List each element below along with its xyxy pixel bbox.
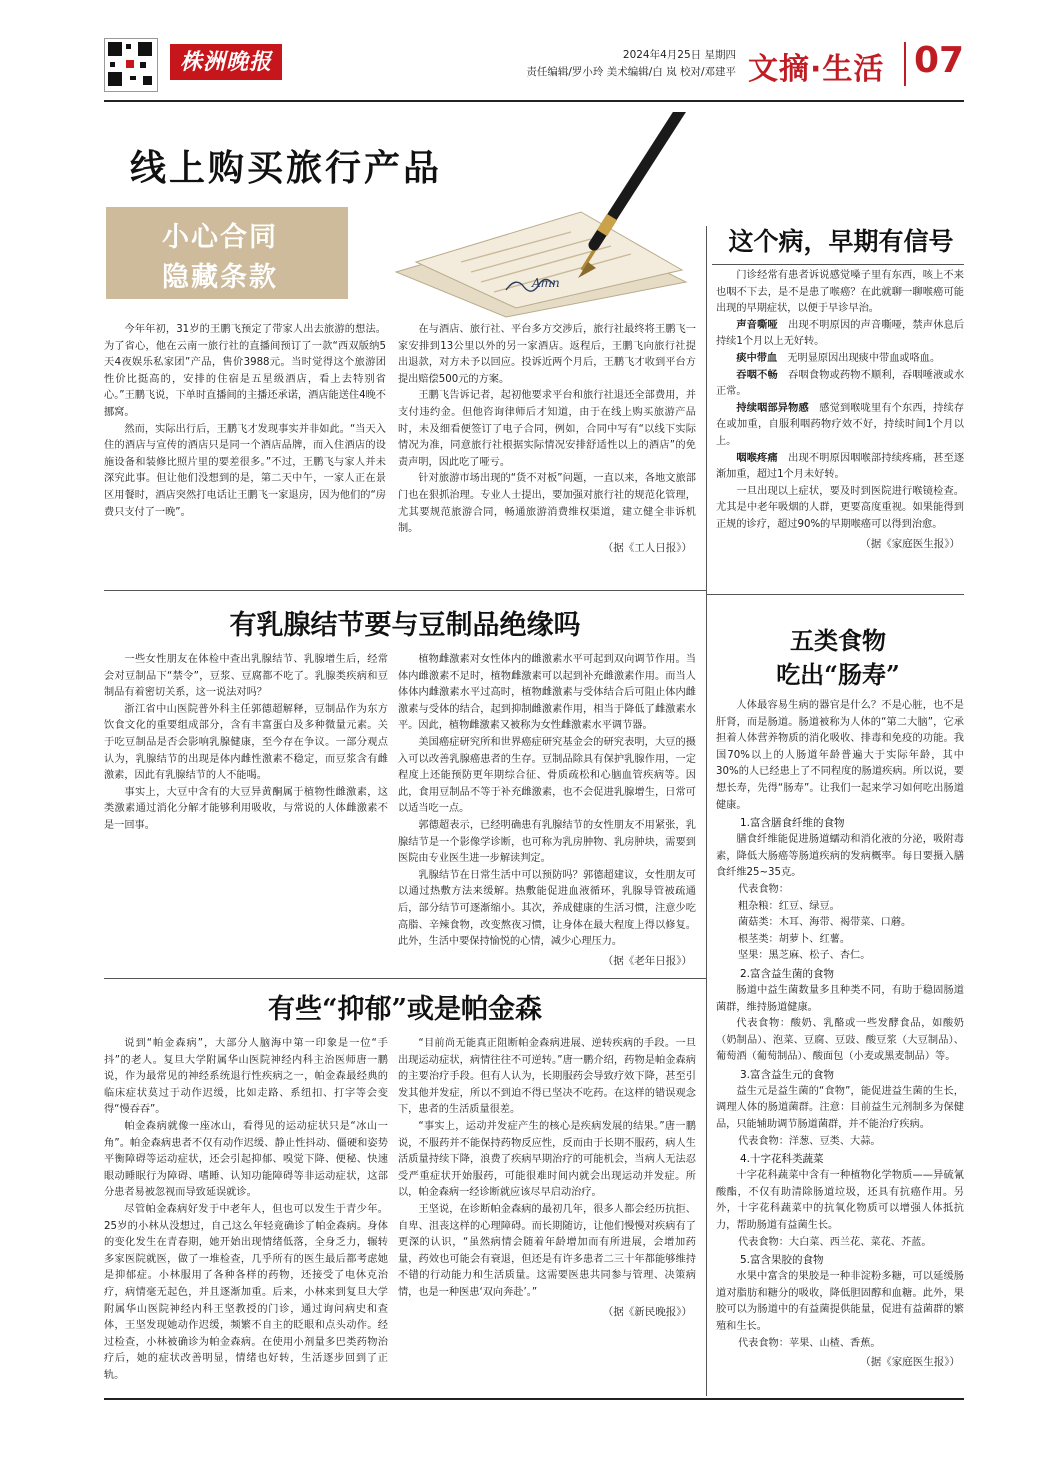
symptom-item	[716, 351, 964, 368]
food-rep-item: 粗杂粮：红豆、绿豆。	[738, 900, 840, 912]
breast-paragraph: 植物雌激素对女性体内的雌激素水平可起到双向调节作用。当体内雌激素不足时，植物雌激素可以起到补充雌激素作用。而当人体体内雌激素水平过高时，植物雌激素与受体结合后可阻止体内雌激素与受体的结合，起到抑制雌激素作用，相当于降低了雌激素水平。因此，植物雌激素又被称为女性雌激素水平调节器。	[398, 654, 696, 732]
breast-paragraph: 美国癌症研究所和世界癌症研究基金会的研究表明，大豆的摄入可以改善乳腺癌患者的生存。豆制品除具有保护乳腺作用，一定程度上还能预防更年期综合征、骨质疏松和心脑血管疾病等。因此，食用豆制品不等于补充雌激素，也不会促进乳腺增生，日常可以适当吃一点。	[398, 736, 696, 815]
depression-paragraph: 帕金森病就像一座冰山，看得见的运动症状只是“冰山一角”。帕金森病患者不仅有动作迟缓、静止性抖动、僵硬和姿势平衡障碍等运动症状，还会引起抑郁、嗅觉下降、便秘、快速眼动睡眠行为障碍、嗜睡、认知功能障碍等非运动症状，这部分患者易被忽视而导致延误就诊。	[104, 1120, 388, 1199]
food-rep-item: 坚果：黑芝麻、松子、杏仁。	[738, 950, 871, 962]
travel-source: （据《工人日报》）	[602, 541, 692, 554]
travel-title: 线上购买旅行产品	[130, 148, 443, 189]
qr-code	[104, 38, 158, 92]
symptom-text: 出现不明原因的声音嘶哑，禁声休息后持续1个月以上无好转。	[716, 319, 965, 348]
foods-title-line1: 五类食物	[790, 626, 886, 655]
editor-credits: 责任编辑/罗小玲 美术编辑/白 岚 校对/邓建平	[526, 66, 736, 78]
symptom-text: 吞咽食物或药物不顺利，吞咽唾液或水正常。	[716, 369, 965, 398]
food-rep-label: 代表食物：	[738, 883, 789, 895]
food-rep-item: 根茎类：胡萝卜、红薯。	[738, 933, 851, 945]
depression-source: （据《新民晚报》）	[602, 1305, 692, 1318]
travel-paragraph: 然而，实际出行后，王鹏飞才发现事实并非如此。“当天入住的酒店与宣传的酒店只是同一个酒店品牌，而入住酒店的设施设备和装修比照片里的要差很多。”不过，王鹏飞与家人并未深究此事。但让他们没想到的是，第二天中午，一家人正在景区用餐时，酒店突然打电话让王鹏飞一家退房，因为他们的“房费只支付了一晚”。	[104, 423, 386, 518]
symptoms-title: 这个病，早期有信号	[728, 227, 954, 256]
food-rep-label: 代表食物：洋葱、豆类、大蒜。	[738, 1135, 881, 1147]
section-title: 文摘·生活	[748, 52, 885, 87]
food-rep-label: 代表食物：酸奶、乳酪或一些发酵食品，如酸奶（奶制品）、泡菜、豆腐、豆豉、酸豆浆（大豆制品）、葡萄酒（葡萄制品）、酸面包（小麦或黑麦制品）等。	[716, 1018, 964, 1063]
newspaper-logo: 株洲晚报	[170, 44, 282, 80]
travel-paragraph: 王鹏飞告诉记者，起初他要求平台和旅行社退还全部费用，并支付违约金。但他咨询律师后才知道，由于在线上购买旅游产品时，未及细看便签订了电子合同，例如，合同中写有“以线下实际情况为准，同意旅行社根据实际情况安排舒适性以上的酒店”的免责声明，因此吃了哑亏。	[398, 390, 696, 468]
breast-paragraph: 一些女性朋友在体检中查出乳腺结节、乳腺增生后，经常会对豆制品下“禁令”，豆浆、豆腐都不吃了。乳腺类疾病和豆制品有着密切关系，这一说法对吗？	[104, 654, 388, 699]
foods-title	[712, 624, 964, 692]
travel-paragraph: 针对旅游市场出现的“货不对板”问题，一直以来，各地文旅部门也在狠抓治理。专业人士提出，要加强对旅行社的规范化管理，尤其要规范旅游合同，畅通旅游消费维权渠道，建立健全非诉机制。	[398, 473, 696, 535]
food-group-heading: 1.富含膳食纤维的食物	[740, 817, 845, 830]
depression-column-2	[398, 1036, 696, 1321]
travel-subtitle-line1: 小心合同	[162, 222, 278, 253]
travel-paragraph: 在与酒店、旅行社、平台多方交涉后，旅行社最终将王鹏飞一家安排到13公里以外的另一家酒店。返程后，王鹏飞向旅行社提出退款，对方未予以回应。投诉近两个月后，王鹏飞才收到平台方提出赔偿500元的方案。	[398, 324, 696, 385]
section-rule	[706, 594, 964, 595]
symptom-term: 吞咽不畅	[736, 369, 778, 381]
symptom-term: 咽喉疼痛	[736, 452, 778, 464]
symptom-text: 出现不明原因咽喉部持续疼痛，甚至逐渐加重，超过1个月未好转。	[716, 452, 965, 481]
food-group-heading: 2.富含益生菌的食物	[740, 967, 835, 980]
column-rule	[706, 226, 707, 1396]
symptoms-title-rule	[712, 264, 964, 265]
contract-pen-illustration	[356, 112, 692, 318]
travel-subtitle-line2: 隐藏条款	[162, 262, 278, 293]
food-group-heading: 4.十字花科类蔬菜	[740, 1153, 824, 1166]
symptom-term: 痰中带血	[736, 352, 778, 364]
section-rule	[104, 978, 706, 979]
depression-title: 有些“抑郁”或是帕金森	[267, 994, 543, 1025]
travel-column-2	[398, 322, 696, 557]
breast-paragraph: 乳腺结节在日常生活中可以预防吗？郭德超建议，女性朋友可以通过热敷方法来缓解。热敷能促进血液循环，乳腺导管被疏通后，部分结节可逐渐缩小。其次，养成健康的生活习惯，注意少吃高脂、辛辣食物，改变熬夜习惯，让身体在最大程度上得以修复。此外，生活中要保持愉悦的心情，减少心理压力。	[398, 869, 696, 948]
food-group-heading: 5.富含果胶的食物	[740, 1254, 824, 1267]
travel-column-1	[104, 322, 386, 521]
depression-column-1	[104, 1036, 388, 1384]
page-number: 07	[914, 40, 965, 81]
breast-paragraph: 事实上，大豆中含有的大豆异黄酮属于植物性雌激素，这类激素通过消化分解才能够利用吸收，与常说的人体雌激素不是一回事。	[104, 786, 388, 831]
symptom-term: 持续咽部异物感	[736, 402, 809, 414]
symptom-item	[716, 451, 964, 484]
food-group-text: 肠道中益生菌数量多且种类不同，有助于稳固肠道菌群，维持肠道健康。	[716, 984, 964, 1013]
breast-paragraph: 浙江省中山医院普外科主任郭德超解释，豆制品作为东方饮食文化的重要组成部分，含有丰富蛋白及多种微量元素。关于吃豆制品是否会影响乳腺健康，至今存在争议。一部分观点认为，乳腺结节的出现是体内雌性激素不稳定，而豆浆含有雌激素，因此有乳腺结节的人不能喝。	[104, 703, 388, 782]
symptoms-source: （据《家庭医生报》）	[860, 537, 960, 550]
section-rule	[104, 590, 706, 591]
symptom-item	[716, 318, 964, 351]
contract-signature: Amn	[532, 276, 560, 290]
food-group-text: 膳食纤维能促进肠道蠕动和消化液的分泌，吸附毒素，降低大肠癌等肠道疾病的发病概率。每日要摄入膳食纤维25~35克。	[716, 834, 964, 879]
symptom-term: 声音嘶哑	[736, 319, 778, 331]
symptom-item	[716, 401, 964, 451]
section-divider	[904, 42, 906, 86]
breast-paragraph: 郭德超表示，已经明确患有乳腺结节的女性朋友不用紧张，乳腺结节是一个影像学诊断，也可称为乳房肿物、乳房肿块，需要到医院由专业医生进一步解读判定。	[398, 819, 696, 865]
depression-paragraph: 说到“帕金森病”，大部分人脑海中第一印象是一位“手抖”的老人。复旦大学附属华山医院神经内科主治医师唐一鹏说，作为最常见的神经系统退行性疾病之一，帕金森最经典的临床症状莫过于动作迟缓，比如走路、系纽扣、打字等会变得“慢吞吞”。	[104, 1038, 388, 1116]
foods-body	[716, 698, 964, 1371]
food-group-text: 十字花科蔬菜中含有一种植物化学物质——异硫氰酸酯，不仅有助清除肠道垃圾，还具有抗癌作用。另外，十字花科蔬菜中的抗氧化物质可以增强人体抵抗力，帮助肠道有益菌生长。	[716, 1170, 964, 1232]
symptom-text: 无明显原因出现痰中带血或咯血。	[787, 352, 941, 364]
symptoms-body	[716, 268, 964, 553]
depression-paragraph: 尽管帕金森病好发于中老年人，但也可以发生于青少年。25岁的小林从没想过，自己这么年轻竟确诊了帕金森病。身体的变化发生在青春期，她开始出现情绪低落，全身乏力，辗转多家医院就医，做了一堆检查，几乎所有的医生最后都考虑她是抑郁症。小林服用了各种各样的药物，还接受了电休克治疗，病情毫无起色，并且逐渐加重。后来，小林来到复旦大学附属华山医院神经内科王坚教授的门诊，通过询问病史和查体，王坚发现她动作迟缓，频繁不自主的眨眼和点头动作。经过检查，小林被确诊为帕金森病。在使用小剂量多巴类药物治疗后，她的症状改善明显，情绪也好转，生活逐步回到了正轨。	[104, 1203, 388, 1381]
food-group-heading: 3.富含益生元的食物	[740, 1068, 835, 1081]
foods-source: （据《家庭医生报》）	[860, 1356, 960, 1369]
foods-intro: 人体最容易生病的器官是什么？不是心脏，也不是肝肾，而是肠道。肠道被称为人体的“第二大脑”，它承担着人体营养物质的消化吸收、排毒和免疫的功能。我国70%以上的人肠道年龄普遍大于实际年龄，其中30%的人已经患上了不同程度的肠道疾病。所以说，要想长寿，先得“肠寿”。让我们一起来学习如何吃出肠道健康。	[716, 700, 964, 811]
foods-title-line2: 吃出“肠寿”	[776, 660, 900, 689]
food-rep-item: 菌菇类：木耳、海带、褐带菜、口蘑。	[738, 917, 912, 929]
food-rep-label: 代表食物：苹果、山楂、香蕉。	[738, 1337, 881, 1349]
depression-paragraph: 王坚说，在诊断帕金森病的最初几年，很多人都会经历抗拒、自卑、沮丧这样的心理障碍。而长期随访，让他们慢慢对疾病有了更深的认识，“虽然病情会随着年龄增加而有所进展，会增加药量，药效也可能会有衰退，但还是有许多患者二三十年都能够维持不错的行动能力和生活质量。这需要医患共同参与管理、决策病情，也是一种医患‘双向奔赴’。”	[398, 1203, 696, 1298]
breast-title: 有乳腺结节要与豆制品绝缘吗	[229, 610, 581, 641]
symptoms-intro: 门诊经常有患者诉说感觉嗓子里有东西，咳上不来也咽不下去，是不是患了喉癌？在此就聊一聊喉癌可能出现的早期症状，以便于早诊早治。	[716, 270, 964, 315]
depression-paragraph: “事实上，运动并发症产生的核心是疾病发展的结果。”唐一鹏说，不服药并不能保持药物反应性，反而由于长期不服药，病人生活质量持续下降，浪费了疾病早期治疗的可能机会，当病人无法忍受严重症状开始服药，可能很难时间内就会出现运动并发症。所以，帕金森病一经诊断就应该尽早启动治疗。	[398, 1120, 696, 1199]
issue-date: 2024年4月25日 星期四	[622, 49, 736, 61]
food-group-text: 益生元是益生菌的“食物”，能促进益生菌的生长，调理人体的肠道菌群。注意：目前益生元剂制多为保健品，只能辅助调节肠道菌群，并不能治疗疾病。	[716, 1085, 964, 1131]
breast-column-1	[104, 652, 388, 835]
food-rep-label: 代表食物：大白菜、西兰花、菜花、芥蓝。	[738, 1236, 932, 1248]
depression-paragraph: “目前尚无能真正阻断帕金森病进展、逆转疾病的手段。一旦出现运动症状，病情往往不可逆转。”唐一鹏介绍，药物是帕金森病的主要治疗手段。但有人认为，长期服药会导致疗效下降，甚至引发其他并发症，所以不到迫不得已坚决不吃药。在这样的错误观念下，患者的生活质量很差。	[398, 1038, 696, 1116]
breast-column-2	[398, 652, 696, 970]
travel-subtitle-box	[106, 207, 348, 299]
symptom-text: 感觉到喉咙里有个东西，持续存在或加重，自服利咽药物疗效不好，持续时间1个月以上。	[716, 402, 965, 447]
symptoms-closing: 一旦出现以上症状，要及时到医院进行喉镜检查。尤其是中老年吸烟的人群，更要高度重视。如果能得到正规的诊疗，超过90%的早期喉癌可以得到治愈。	[716, 485, 964, 530]
breast-source: （据《老年日报》）	[602, 954, 692, 967]
symptom-item	[716, 368, 964, 401]
travel-paragraph: 今年年初，31岁的王鹏飞预定了带家人出去旅游的想法。为了省心，他在云南一旅行社的直播间预订了一款“西双版纳5天4夜娱乐私家团”产品，售价3988元。当时觉得这个旅游团性价比挺高的，安排的住宿是五星级酒店，看上去特别省心。”王鹏飞说，下单时直播间的主播还承诺，酒店能送住4晚不挪窝。	[104, 324, 386, 418]
footer-rule	[104, 1398, 964, 1400]
food-group-text: 水果中富含的果胶是一种非淀粉多糖，可以延缓肠道对脂肪和糖分的吸收，降低胆固醇和血糖。此外，果胶可以为肠道中的有益菌提供能量，促进有益菌群的繁殖和生长。	[716, 1271, 964, 1332]
masthead-rule	[104, 100, 964, 102]
